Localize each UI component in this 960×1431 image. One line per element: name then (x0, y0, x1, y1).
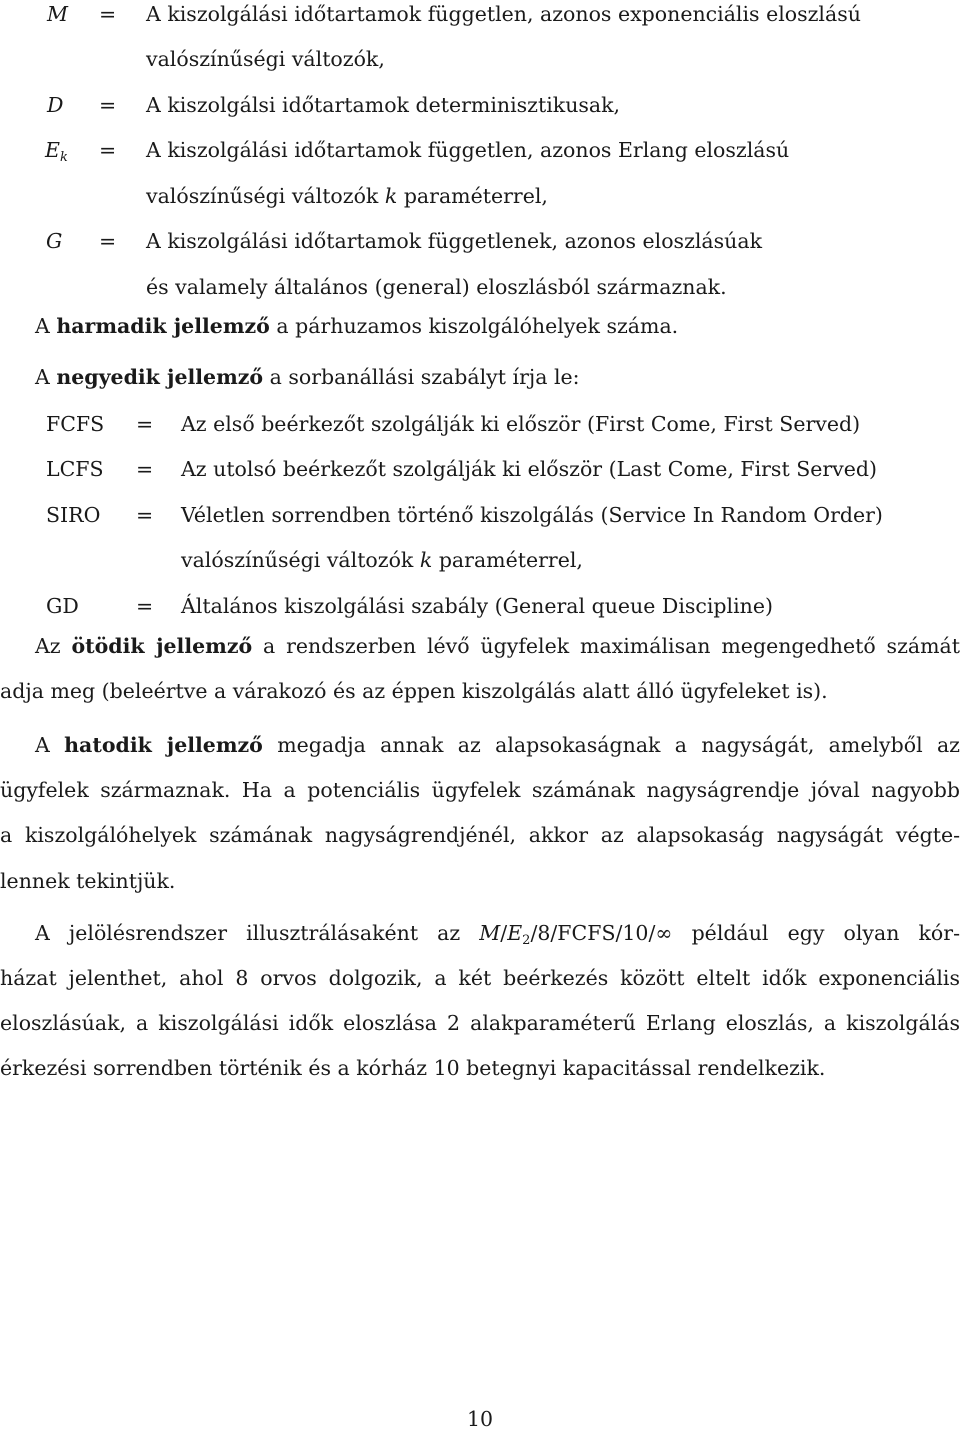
equals-sign: = (99, 138, 117, 162)
paragraph-line: eloszlásúak, a kiszolgálási idők eloszlása 2 alakparaméterű Erlang eloszlás, a kiszolgálás (0, 1011, 960, 1035)
definition-text: valószínűségi változók k paraméterrel, (181, 548, 583, 572)
third-characteristic: A harmadik jellemző a párhuzamos kiszolgálóhelyek száma. (35, 314, 679, 338)
kendall-notation: $M/E_2/8/FCFS/10/\infty$ (479, 921, 673, 948)
definition-text: és valamely általános (general) eloszlásból származnak. (146, 275, 727, 299)
definition-text: Az első beérkezőt szolgálják ki először (First Come, First Served) (181, 412, 861, 436)
paragraph-line: adja meg (beleértve a várakozó és az éppen kiszolgálás alatt álló ügyfeleket is). (0, 679, 828, 703)
equals-sign: = (136, 594, 154, 618)
equals-sign: = (136, 503, 154, 527)
symbol-fcfs: FCFS (46, 412, 105, 436)
equals-sign: = (99, 2, 117, 26)
definition-text: A kiszolgálsi időtartamok determinisztikusak, (146, 93, 621, 117)
paragraph-line: A jelölésrendszer illusztrálásaként az $M/E_2/8/FCFS/10/\infty$ például egy olyan kór- (35, 921, 960, 948)
paragraph-line: Az ötödik jellemző a rendszerben lévő ügyfelek maximálisan megengedhető számát (35, 634, 960, 658)
paragraph-line: a kiszolgálóhelyek számának nagyságrendjénél, akkor az alapsokaság nagyságát végte- (0, 823, 960, 847)
definition-text: Véletlen sorrendben történő kiszolgálás (Service In Random Order) (181, 503, 883, 527)
equals-sign: = (136, 457, 154, 481)
paragraph-line: házat jelenthet, ahol 8 orvos dolgozik, a két beérkezés között eltelt idők exponenciális (0, 966, 960, 990)
definition-text: valószínűségi változók k paraméterrel, (146, 184, 548, 208)
definition-text: Az utolsó beérkezőt szolgálják ki először (Last Come, First Served) (181, 457, 878, 481)
equals-sign: = (99, 229, 117, 253)
paragraph-line: érkezési sorrendben történik és a kórház 10 betegnyi kapacitással rendelkezik. (0, 1056, 826, 1080)
definition-text: A kiszolgálási időtartamok független, azonos exponenciális eloszlású (146, 2, 861, 26)
page-number: 10 (467, 1407, 494, 1431)
symbol-gd: GD (46, 594, 79, 618)
definition-text: valószínűségi változók, (146, 47, 385, 71)
fourth-characteristic: A negyedik jellemző a sorbanállási szabályt írja le: (35, 365, 580, 389)
definition-text: Általános kiszolgálási szabály (General queue Discipline) (181, 594, 773, 618)
symbol-lcfs: LCFS (46, 457, 104, 481)
symbol-d: D (47, 93, 64, 117)
equals-sign: = (136, 412, 154, 436)
definition-text: A kiszolgálási időtartamok független, azonos Erlang eloszlású (146, 138, 790, 162)
symbol-siro: SIRO (46, 503, 101, 527)
paragraph-line: ügyfelek származnak. Ha a potenciális ügyfelek számának nagyságrendje jóval nagyobb (0, 778, 960, 802)
symbol-g: G (46, 229, 63, 253)
equals-sign: = (99, 93, 117, 117)
definition-text: A kiszolgálási időtartamok függetlenek, azonos eloszlásúak (146, 229, 763, 253)
paragraph-line: lennek tekintjük. (0, 869, 176, 893)
paragraph-line: A hatodik jellemző megadja annak az alapsokaságnak a nagyságát, amelyből az (35, 733, 960, 757)
symbol-ek: $E_k$ (45, 138, 68, 165)
symbol-m: M (47, 2, 68, 26)
